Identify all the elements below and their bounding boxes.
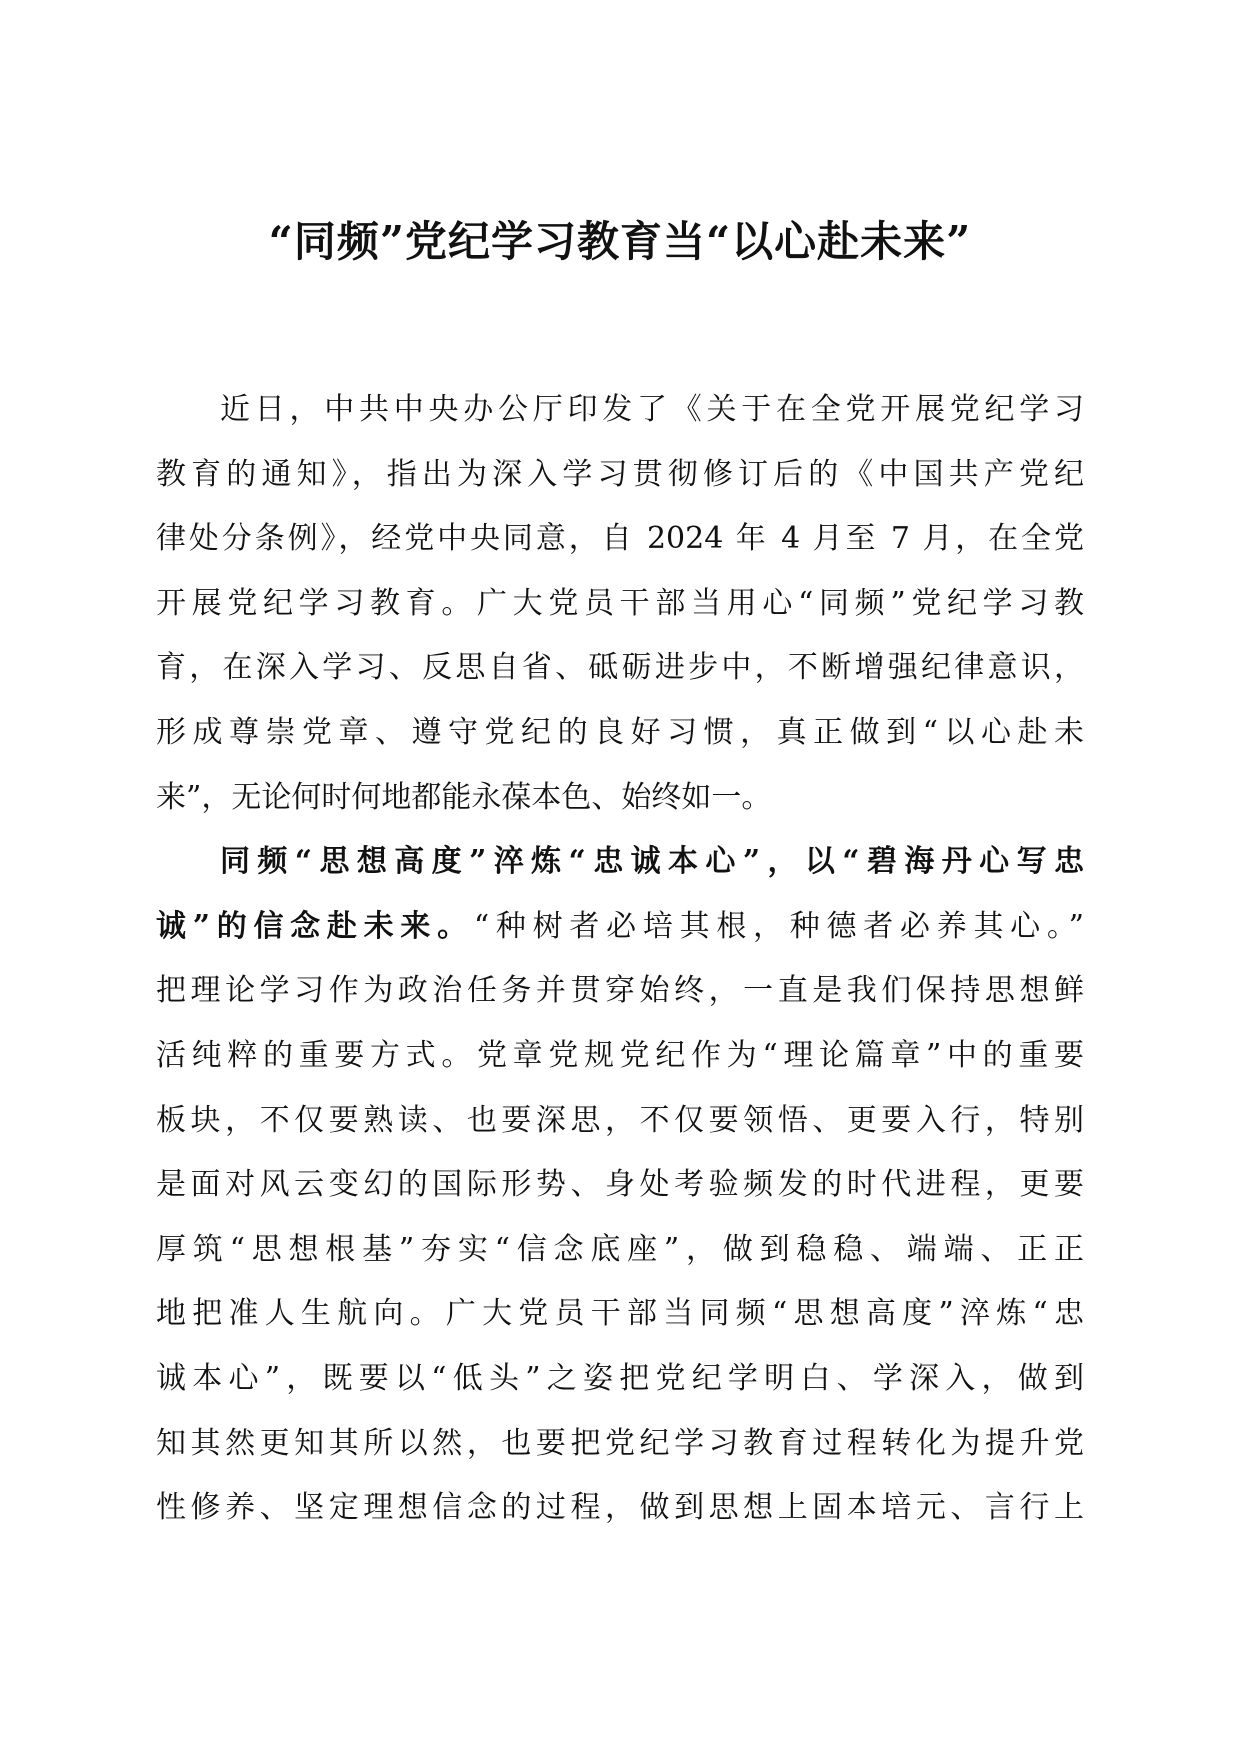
paragraph-2-line-6: 是面对风云变幻的国际形势、身处考验频发的时代进程，更要 <box>156 1167 1084 1203</box>
paragraph-2-quote: “种树者必培其根，种德者必养其心。” <box>473 908 1084 944</box>
paragraph-2-line-5: 板块，不仅要熟读、也要深思，不仅要领悟、更要入行，特别 <box>156 1102 1084 1138</box>
paragraph-1-line-2: 教育的通知》，指出为深入学习贯彻修订后的《中国共产党纪 <box>156 456 1084 492</box>
paragraph-2-heading-tail: 诚”的信念赴未来。 <box>156 908 474 944</box>
document-title: “同频”党纪学习教育当“以心赴未来” <box>268 217 972 266</box>
paragraph-1-line-3: 律处分条例》，经党中央同意，自 2024 年 4 月至 7 月，在全党 <box>156 521 1084 557</box>
paragraph-1-line-7: 来”，无论何时何地都能永葆本色、始终如一。 <box>156 779 772 815</box>
paragraph-1-line-5: 育，在深入学习、反思自省、砥砺进步中，不断增强纪律意识， <box>156 650 1084 686</box>
paragraph-2-line-2 <box>156 895 1084 960</box>
paragraph-2-line-4: 活纯粹的重要方式。党章党规党纪作为“理论篇章”中的重要 <box>156 1037 1084 1073</box>
paragraph-1-line-4: 开展党纪学习教育。广大党员干部当用心“同频”党纪学习教 <box>156 585 1084 621</box>
paragraph-2-line-10: 知其然更知其所以然，也要把党纪学习教育过程转化为提升党 <box>156 1425 1084 1461</box>
paragraph-2-line-3: 把理论学习作为政治任务并贯穿始终，一直是我们保持思想鲜 <box>156 973 1084 1009</box>
paragraph-2-line-9: 诚本心”，既要以“低头”之姿把党纪学明白、学深入，做到 <box>156 1360 1084 1396</box>
document-body <box>156 378 1084 1541</box>
paragraph-1-line-1: 近日，中共中央办公厅印发了《关于在全党开展党纪学习 <box>220 392 1084 427</box>
paragraph-2-line-7: 厚筑“思想根基”夯实“信念底座”，做到稳稳、端端、正正 <box>156 1231 1084 1267</box>
paragraph-2-line-8: 地把准人生航向。广大党员干部当同频“思想高度”淬炼“忠 <box>156 1296 1084 1332</box>
paragraph-2-heading-line-1: 同频“思想高度”淬炼“忠诚本心”，以“碧海丹心写忠 <box>220 844 1084 880</box>
paragraph-1-line-6: 形成尊崇党章、遵守党纪的良好习惯，真正做到“以心赴未 <box>156 714 1084 750</box>
paragraph-2-line-11: 性修养、坚定理想信念的过程，做到思想上固本培元、言行上 <box>156 1490 1084 1526</box>
